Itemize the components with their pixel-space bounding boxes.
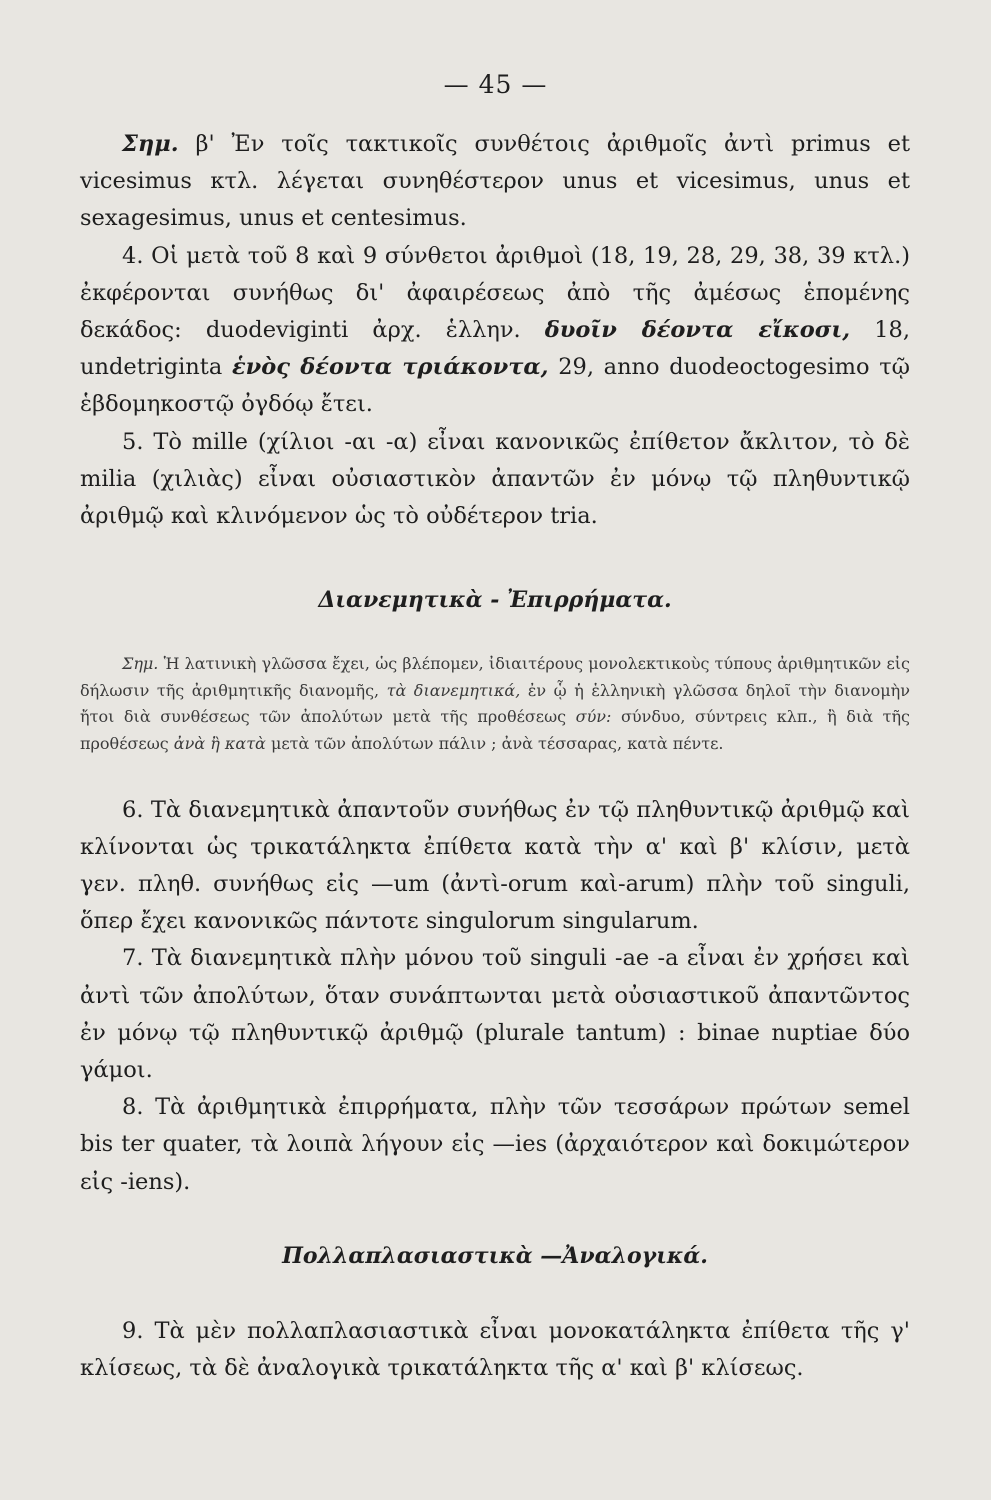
small-note-text: σύνδυο, σύντρεις κλπ., ἢ διὰ τῆς προθέσεως (80, 707, 910, 754)
paragraph-4 (80, 238, 910, 424)
paragraph-4-text: 18, undetriginta (80, 317, 910, 381)
small-note-text: Ἡ λατινικὴ γλῶσσα ἔχει, ὡς βλέπομεν, ἰδιαιτέρους μονολεκτικοὺς τύπους ἀριθμητικῶν εἰς δήλωσιν τῆς ἀριθμητικῆς διανομῆς, (80, 654, 910, 700)
page-number: — 45 — (443, 70, 548, 99)
note-label: Σημ. (122, 654, 159, 674)
small-note-emphasis: τὰ διανεμητικά, (386, 680, 521, 700)
note-b-text: β' Ἐν τοῖς τακτικοῖς συνθέτοις ἀριθμοῖς ἀντὶ primus et vicesimus κτλ. λέγεται συνηθέστερον unus et vicesimus, unus et sexagesimus, unus et centesimus. (80, 131, 910, 232)
page-body (80, 126, 910, 1387)
small-note-emphasis: σύν: (575, 707, 612, 727)
greek-example-1: δυοῖν δέοντα εἴκοσι, (544, 317, 851, 344)
small-note-text: μετὰ τῶν ἀπολύτων πάλιν ; ἀνὰ τέσσαρας, κατὰ πέντε. (270, 734, 724, 754)
paragraph-6: 6. Τὰ διανεμητικὰ ἀπαντοῦν συνήθως ἐν τῷ πληθυντικῷ ἀριθμῷ καὶ κλίνονται ὡς τρικατάληκτα ἐπίθετα κατὰ τὴν α' καὶ β' κλίσιν, μετὰ γεν. πληθ. συνήθως εἰς —um (ἀντὶ-orum καὶ-arum) πλὴν τοῦ singuli, ὅπερ ἔχει κανονικῶς πάντοτε singulorum singularum. (80, 796, 910, 935)
small-note-paragraph (80, 651, 910, 757)
paragraph-note-b (80, 126, 910, 238)
paragraph-8: 8. Τὰ ἀριθμητικὰ ἐπιρρήματα, πλὴν τῶν τεσσάρων πρώτων semel bis ter quater, τὰ λοιπὰ λήγουν εἰς —ies (ἀρχαιότερον καὶ δοκιμώτερον εἰς -iens). (80, 1094, 910, 1195)
section-heading-distributives: Διανεμητικὰ - Ἐπιρρήματα. (318, 587, 672, 614)
greek-example-2: ἑνὸς δέοντα τριάκοντα, (231, 354, 549, 381)
paragraph-7: 7. Τὰ διανεμητικὰ πλὴν μόνου τοῦ singuli -ae -a εἶναι ἐν χρήσει καὶ ἀντὶ τῶν ἀπολύτων, ὅταν συνάπτωνται μετὰ οὐσιαστικοῦ ἀπαντῶντος ἐν μόνῳ τῷ πληθυντικῷ ἀριθμῷ (plurale tantum) : binae nuptiae δύο γάμοι. (80, 945, 910, 1084)
paragraph-4-text: 4. Οἱ μετὰ τοῦ 8 καὶ 9 σύνθετοι ἀριθμοὶ (18, 19, 28, 29, 38, 39 κτλ.) ἐκφέρονται συνήθως δι' ἀφαιρέσεως ἀπὸ τῆς ἀμέσως ἑπομένης δεκάδος: duodeviginti ἀρχ. ἑλλην. (80, 242, 910, 344)
note-label: Σημ. (122, 131, 179, 157)
paragraph-4-text: 29, anno duodeoctogesimo τῷ ἑβδομηκοστῷ ὀγδόῳ ἔτει. (80, 354, 910, 418)
section-heading-multiplicatives: Πολλαπλασιαστικὰ —Ἀναλογικά. (282, 1242, 708, 1269)
small-note-text: ἐν ᾧ ἡ ἑλληνικὴ γλῶσσα δηλοῖ τὴν διανομὴν ἤτοι διὰ συνθέσεως τῶν ἀπολύτων μετὰ τῆς προθέσεως (80, 680, 910, 727)
small-note (80, 651, 910, 757)
small-note-emphasis: ἀνὰ ἢ κατὰ (173, 734, 266, 754)
paragraph-5: 5. Τὸ mille (χίλιοι -αι -α) εἶναι κανονικῶς ἐπίθετον ἄκλιτον, τὸ δὲ milia (χιλιὰς) εἶναι οὐσιαστικὸν ἀπαντῶν ἐν μόνῳ τῷ πληθυντικῷ ἀριθμῷ καὶ κλινόμενον ὡς τὸ οὐδέτερον tria. (80, 428, 910, 530)
paragraph-9: 9. Τὰ μὲν πολλαπλασιαστικὰ εἶναι μονοκατάληκτα ἐπίθετα τῆς γ' κλίσεως, τὰ δὲ ἀναλογικὰ τρικατάληκτα τῆς α' καὶ β' κλίσεως. (80, 1317, 910, 1382)
